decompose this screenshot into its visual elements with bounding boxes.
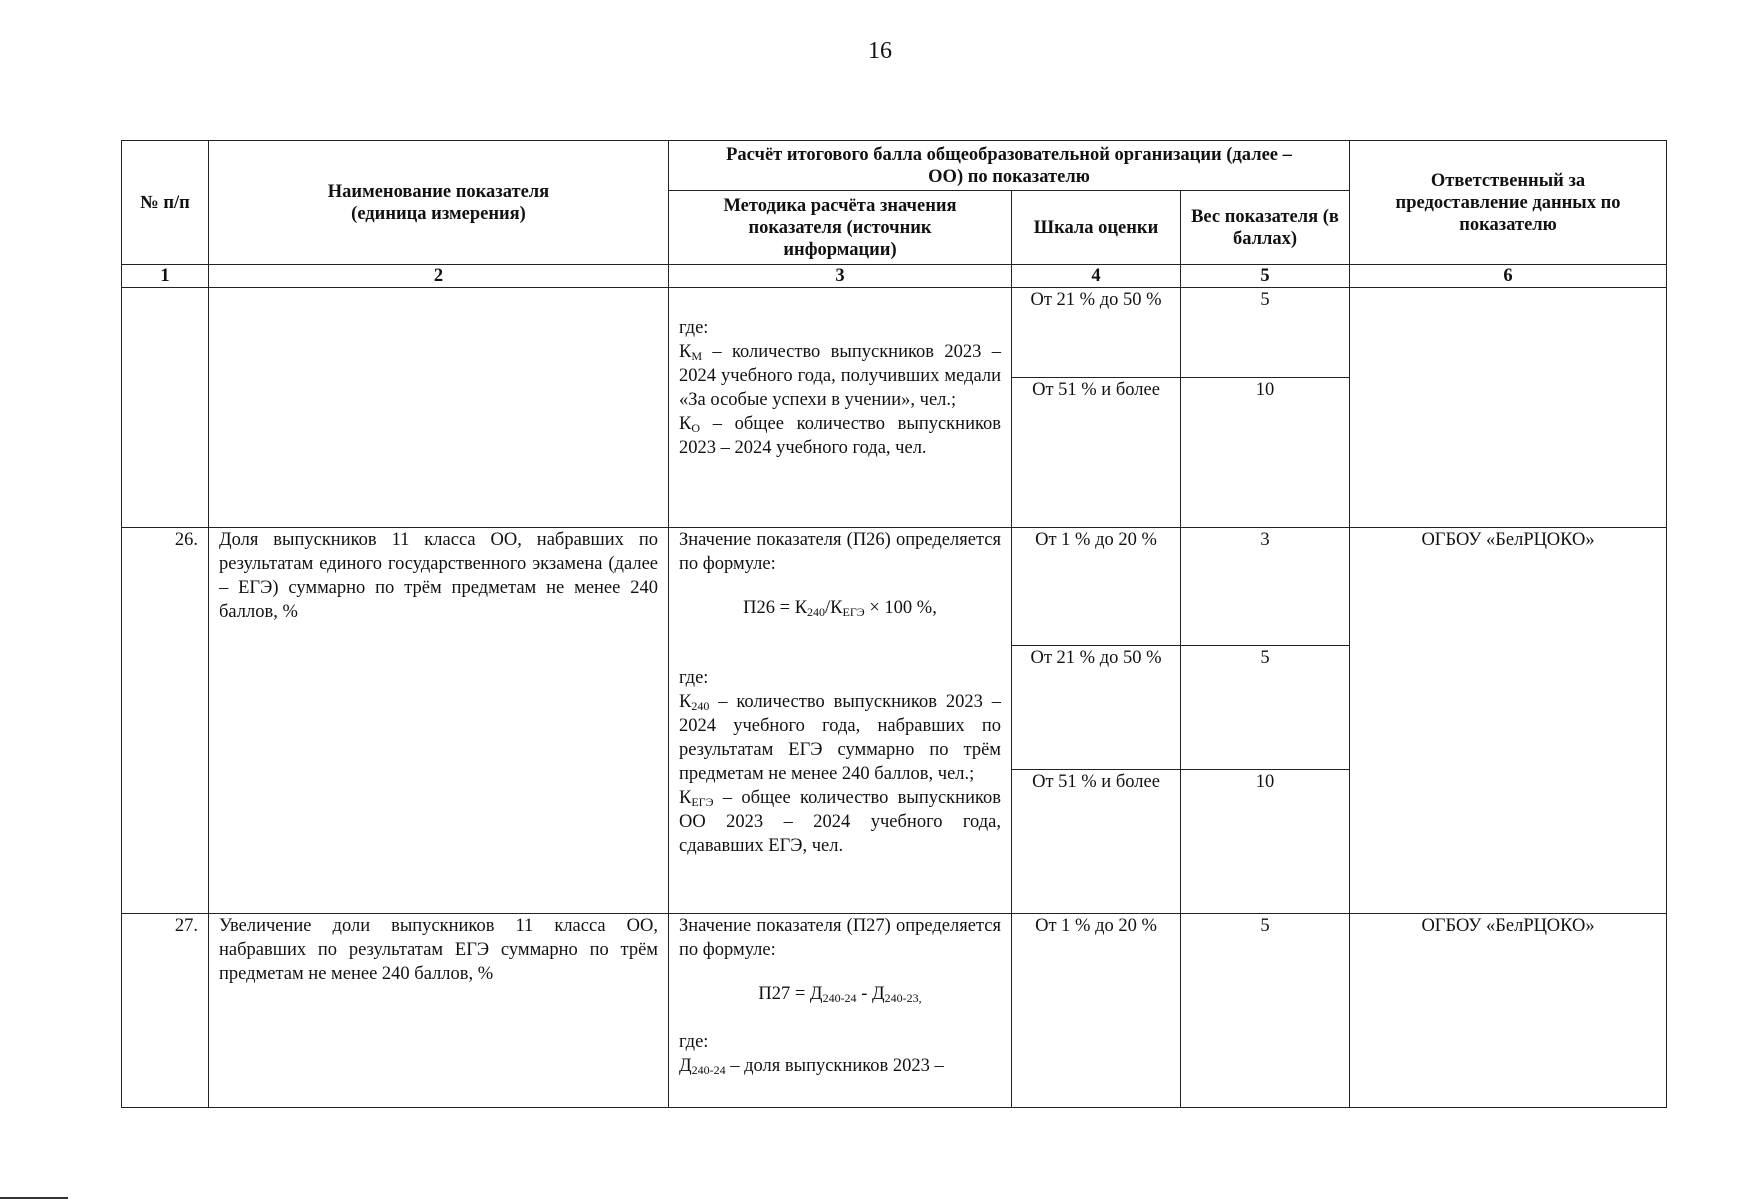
header-responsible: Ответственный за предоставление данных по показателю	[1350, 141, 1667, 265]
page-number: 16	[868, 38, 892, 64]
method-line: $К_О$ – общее количество выпускников 2023 – 2024 учебного года, чел.	[679, 414, 1001, 458]
formula: $П27 = Д_{240-24} - Д_{240-23,}$	[758, 984, 922, 1005]
scale-cell: От 21 % до 50 %	[1012, 646, 1181, 770]
column-number: 3	[669, 265, 1012, 288]
scale-cell: От 51 % и более	[1012, 770, 1181, 914]
row-number-cell: 26.	[122, 528, 209, 914]
row-number-cell: 27.	[122, 914, 209, 1108]
method-intro: Значение показателя (П26) определяется по формуле:	[679, 530, 1001, 574]
header-scale: Шкала оценки	[1012, 191, 1181, 265]
scan-edge-mark	[0, 1197, 68, 1199]
method-line: $К_{240}$ – количество выпускников 2023 – 2024 учебного года, набравших по результатам ЕГЭ суммарно по трём предметам не менее 240 баллов, чел.;	[679, 692, 1001, 784]
header-number: № п/п	[122, 141, 209, 265]
row-name-cell	[209, 288, 669, 528]
row-name-cell: Увеличение доли выпускников 11 класса ОО, набравших по результатам ЕГЭ суммарно по трём предметам не менее 240 баллов, %	[209, 914, 669, 1108]
scale-cell: От 51 % и более	[1012, 378, 1181, 528]
indicator-table	[121, 140, 1667, 1108]
column-number: 1	[122, 265, 209, 288]
method-line: где:	[679, 668, 709, 688]
column-numbers-row	[122, 265, 1667, 288]
formula: $П26 = К_{240}/К_{ЕГЭ} \times 100$ %,	[743, 598, 937, 619]
header-calc-group: Расчёт итогового балла общеобразовательной организации (далее – ОО) по показателю	[669, 141, 1350, 191]
method-cell	[669, 288, 1012, 528]
method-line: где:	[679, 1032, 709, 1052]
method-line: $Д_{240-24}$ – доля выпускников 2023 –	[679, 1056, 944, 1077]
weight-cell: 5	[1181, 646, 1350, 770]
row-number-cell	[122, 288, 209, 528]
weight-cell: 3	[1181, 528, 1350, 646]
header-weight: Вес показателя (в баллах)	[1181, 191, 1350, 265]
scale-cell: От 1 % до 20 %	[1012, 528, 1181, 646]
column-number: 6	[1350, 265, 1667, 288]
header-row-1	[122, 141, 1667, 191]
responsible-cell	[1350, 288, 1667, 528]
header-method: Методика расчёта значения показателя (источник информации)	[669, 191, 1012, 265]
table-row	[122, 914, 1667, 1108]
weight-cell: 5	[1181, 288, 1350, 378]
scale-cell: От 1 % до 20 %	[1012, 914, 1181, 1108]
method-line: где:	[679, 318, 709, 338]
method-intro: Значение показателя (П27) определяется по формуле:	[679, 916, 1001, 960]
responsible-cell: ОГБОУ «БелРЦОКО»	[1350, 914, 1667, 1108]
column-number: 5	[1181, 265, 1350, 288]
row-name-cell: Доля выпускников 11 класса ОО, набравших по результатам единого государственного экзамена (далее – ЕГЭ) суммарно по трём предметам не менее 240 баллов, %	[209, 528, 669, 914]
weight-cell: 10	[1181, 770, 1350, 914]
scale-cell: От 21 % до 50 %	[1012, 288, 1181, 378]
responsible-cell: ОГБОУ «БелРЦОКО»	[1350, 528, 1667, 914]
column-number: 4	[1012, 265, 1181, 288]
column-number: 2	[209, 265, 669, 288]
method-line: $К_{ЕГЭ}$ – общее количество выпускников ОО 2023 – 2024 учебного года, сдававших ЕГЭ, чел.	[679, 788, 1001, 856]
weight-cell: 10	[1181, 378, 1350, 528]
method-line: $К_М$ – количество выпускников 2023 – 2024 учебного года, получивших медали «За особые успехи в учении», чел.;	[679, 342, 1001, 410]
method-cell	[669, 528, 1012, 914]
weight-cell: 5	[1181, 914, 1350, 1108]
header-name: Наименование показателя (единица измерения)	[209, 141, 669, 265]
method-cell	[669, 914, 1012, 1108]
table-row	[122, 528, 1667, 646]
table-row	[122, 288, 1667, 378]
